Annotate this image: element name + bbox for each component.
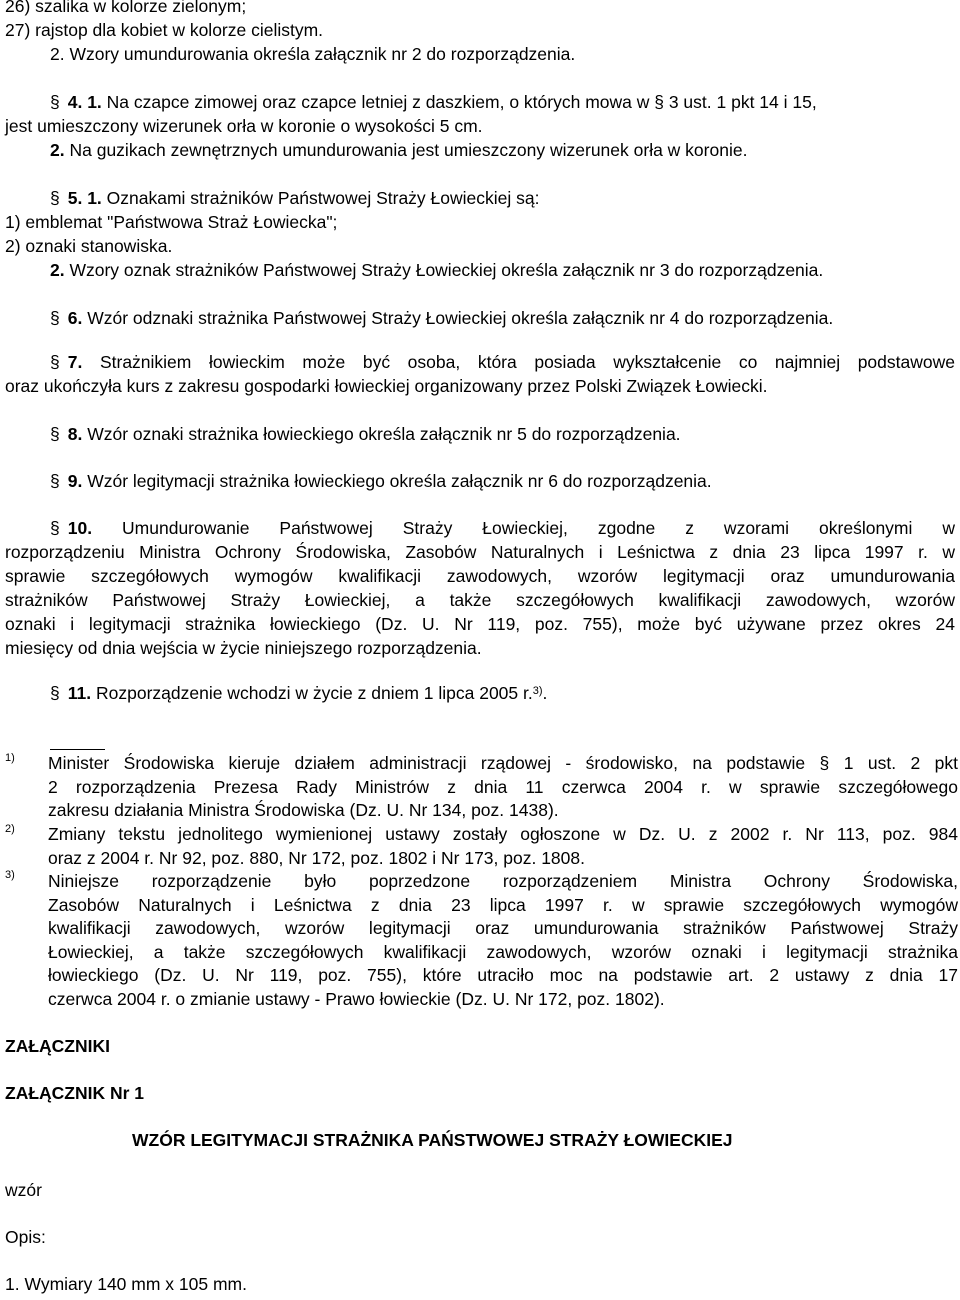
- annex-1-title: WZÓR LEGITYMACJI STRAŻNIKA PAŃSTWOWEJ STRAŻY ŁOWIECKIEJ: [132, 1130, 733, 1150]
- footnote-2-line2: oraz z 2004 r. Nr 92, poz. 880, Nr 172, poz. 1802 i Nr 173, poz. 1808.: [48, 847, 585, 868]
- section-10: [5, 516, 955, 660]
- section-text: Wzór odznaki strażnika Państwowej Straży Łowieckiej określa załącznik nr 4 do rozporządzenia.: [87, 308, 834, 328]
- section-mark: §: [50, 92, 60, 112]
- section-mark: §: [50, 424, 60, 444]
- section-9: [50, 469, 712, 493]
- section-number: 4. 1.: [67, 92, 102, 112]
- section-11: [50, 681, 547, 705]
- template-label: wzór: [5, 1180, 42, 1200]
- section-7-line2: oraz ukończyła kurs z zakresu gospodarki łowieckiej organizowany przez Polski Związek Łowiecki.: [5, 376, 768, 396]
- list-item-emblem: 1) emblemat "Państwowa Straż Łowiecka";: [5, 212, 338, 232]
- annexes-heading: ZAŁĄCZNIKI: [5, 1036, 110, 1056]
- footnote-3-line3: kwalifikacji zawodowych, wzorów legitymacji oraz umundurowania strażników Państwowej Straży: [48, 918, 958, 938]
- dimensions-item: 1. Wymiary 140 mm x 105 mm.: [5, 1274, 247, 1294]
- section-mark: §: [50, 352, 60, 372]
- section-number: 6.: [67, 308, 83, 328]
- footnote-3-line1: Niniejsze rozporządzenie było poprzedzone rozporządzeniem Ministra Ochrony Środowiska,: [48, 871, 958, 891]
- footnote-2-line1: Zmiany tekstu jednolitego wymienionej ustawy zostały ogłoszone w Dz. U. z 2002 r. Nr 113, poz. 984: [48, 824, 958, 844]
- footnote-3-line2: Zasobów Naturalnych i Leśnictwa z dnia 23 lipca 1997 r. w sprawie szczegółowych wymogów: [48, 894, 958, 915]
- section-number: 11.: [67, 683, 92, 703]
- section-4-paragraph-2: [50, 138, 747, 162]
- section-number: 10.: [67, 518, 93, 538]
- section-10-line1: [5, 516, 955, 540]
- list-item-26: 26) szalika w kolorze zielonym;: [5, 0, 247, 16]
- section-10-line6: miesięcy od dnia wejścia w życie niniejszego rozporządzenia.: [5, 638, 482, 658]
- section-text: Oznakami strażników Państwowej Straży Łowieckiej są:: [106, 188, 540, 208]
- section-text: Rozporządzenie wchodzi w życie z dniem 1 lipca 2005 r.: [95, 683, 533, 703]
- section-5-line1: [50, 186, 539, 210]
- section-10-line3: sprawie szczegółowych wymogów kwalifikacji zawodowych, wzorów legitymacji oraz umundurowania: [5, 566, 955, 586]
- section-number: 9.: [67, 471, 83, 491]
- section-number: 5. 1.: [67, 188, 102, 208]
- list-item-position-marks: 2) oznaki stanowiska.: [5, 236, 173, 256]
- section-4-line1: [50, 90, 817, 114]
- section-end: .: [542, 683, 548, 703]
- footnote-1: [48, 752, 958, 823]
- paragraph-text: Na guzikach zewnętrznych umundurowania jest umieszczony wizerunek orła w koronie.: [69, 140, 748, 160]
- section-text: Na czapce zimowej oraz czapce letniej z daszkiem, o których mowa w § 3 ust. 1 pkt 14 i 15,: [106, 92, 817, 112]
- footnote-1-line1: Minister Środowiska kieruje działem administracji rządowej - środowisko, na podstawie § 1 ust. 2 pkt: [48, 753, 958, 773]
- footnote-3-mark: 3): [5, 869, 15, 881]
- section-mark: §: [50, 308, 60, 328]
- list-item-27: 27) rajstop dla kobiet w kolorze cielistym.: [5, 20, 324, 40]
- section-number: 7.: [67, 352, 83, 372]
- annex-1-heading: ZAŁĄCZNIK Nr 1: [5, 1083, 145, 1103]
- section-4-line2: jest umieszczony wizerunek orła w koronie o wysokości 5 cm.: [5, 116, 483, 136]
- footnote-2: [48, 823, 958, 870]
- section-text: Wzór legitymacji strażnika łowieckiego określa załącznik nr 6 do rozporządzenia.: [87, 471, 712, 491]
- footnote-1-line2: 2 rozporządzenia Prezesa Rady Ministrów z dnia 11 czerwca 2004 r. w sprawie szczegółowego: [48, 776, 958, 797]
- footnote-3: [48, 870, 958, 1011]
- footnote-ref[interactable]: 3): [532, 685, 543, 697]
- section-mark: §: [50, 683, 60, 703]
- paragraph-number: 2.: [50, 140, 65, 160]
- footnote-separator: [50, 749, 105, 750]
- footnote-1-line3: zakresu działania Ministra Środowiska (Dz. U. Nr 134, poz. 1438).: [48, 800, 559, 820]
- section-mark: §: [50, 471, 60, 491]
- section-5-paragraph-2: [50, 258, 823, 282]
- section-7: [5, 350, 955, 398]
- footnote-3-line5: łowieckiego (Dz. U. Nr 119, poz. 755), które utraciło moc na podstawie art. 2 ustawy z dnia 17: [48, 965, 958, 985]
- section-mark: §: [50, 188, 60, 208]
- section-7-line1: [5, 350, 955, 374]
- section-10-line2: rozporządzeniu Ministra Ochrony Środowiska, Zasobów Naturalnych i Leśnictwa z dnia 23 lipca 1997 r. w: [5, 542, 955, 562]
- footnote-3-line4: Łowieckiej, a także szczegółowych kwalifikacji zawodowych, wzorów oznaki i legitymacji strażnika: [48, 941, 958, 962]
- paragraph-text: Wzory oznak strażników Państwowej Straży Łowieckiej określa załącznik nr 3 do rozporządzenia.: [69, 260, 824, 280]
- section-text: Strażnikiem łowieckim może być osoba, która posiada wykształcenie co najmniej podstawowe: [99, 352, 955, 372]
- paragraph-uniform-patterns: 2. Wzory umundurowania określa załącznik nr 2 do rozporządzenia.: [50, 44, 576, 64]
- section-mark: §: [50, 518, 60, 538]
- section-10-line4: strażników Państwowej Straży Łowieckiej, a także szczegółowych kwalifikacji zawodowych, wzorów: [5, 590, 955, 610]
- section-8: [50, 422, 681, 446]
- section-6: [50, 306, 833, 330]
- section-text: Umundurowanie Państwowej Straży Łowieckiej, zgodne z wzorami określonymi w: [122, 518, 955, 538]
- footnote-1-mark: 1): [5, 752, 15, 764]
- section-number: 8.: [67, 424, 83, 444]
- footnote-2-mark: 2): [5, 823, 15, 835]
- section-text: Wzór oznaki strażnika łowieckiego określa załącznik nr 5 do rozporządzenia.: [87, 424, 681, 444]
- section-10-line5: oznaki i legitymacji strażnika łowieckiego (Dz. U. Nr 119, poz. 755), może być używane przez okres 24: [5, 614, 955, 634]
- description-label: Opis:: [5, 1227, 46, 1247]
- paragraph-number: 2.: [50, 260, 65, 280]
- footnote-3-line6: czerwca 2004 r. o zmianie ustawy - Prawo łowieckie (Dz. U. Nr 172, poz. 1802).: [48, 988, 665, 1009]
